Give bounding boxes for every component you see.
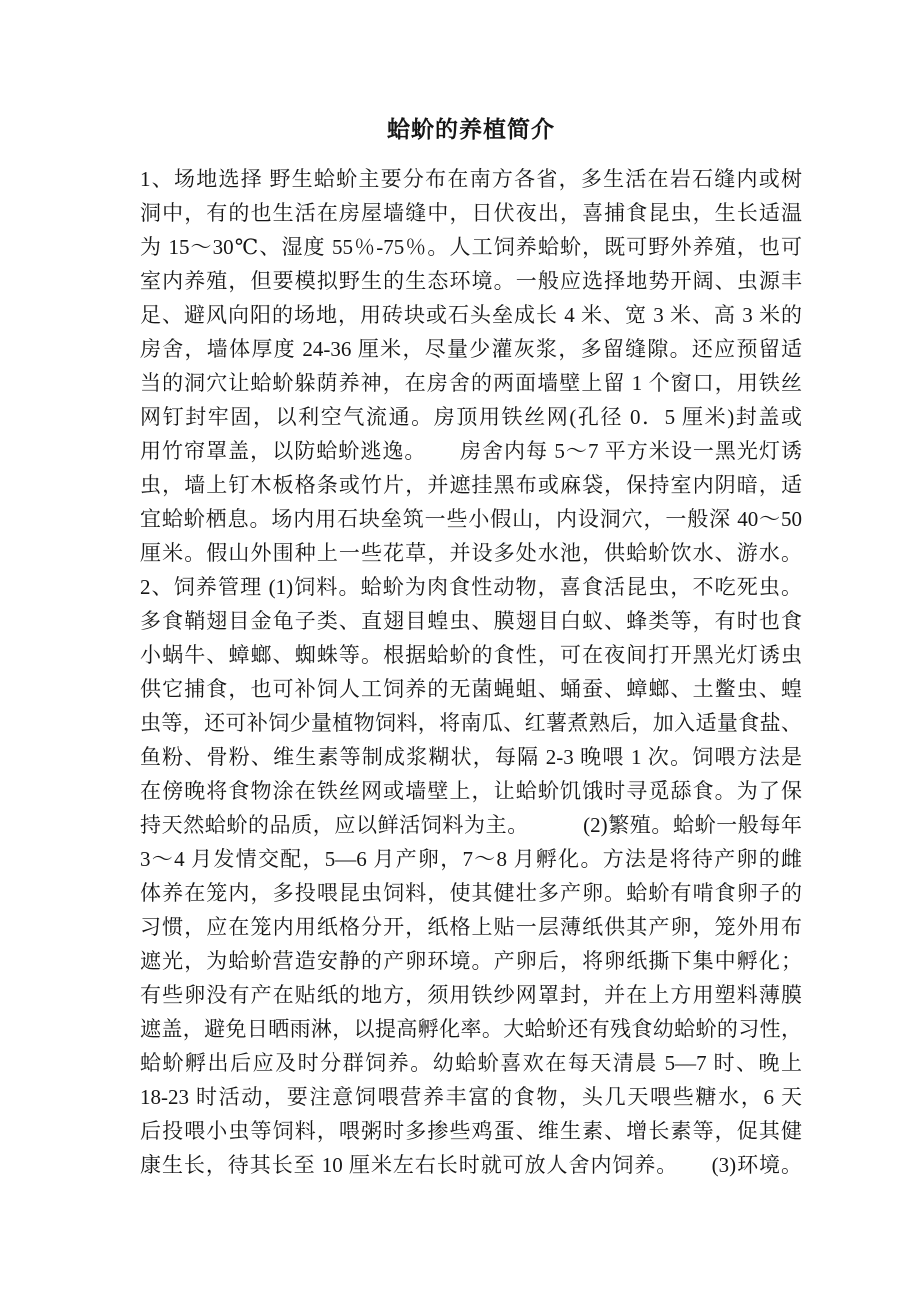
- document-title: 蛤蚧的养植简介: [387, 117, 555, 142]
- text-line: 康生长，待其长至 10 厘米左右长时就可放人舍内饲养。 (3)环境。: [140, 1153, 802, 1177]
- text-line: 1、场地选择 野生蛤蚧主要分布在南方各省，多生活在岩石缝内或树: [140, 167, 802, 191]
- text-line: 18-23 时活动，要注意饲喂营养丰富的食物，头几天喂些糖水，6 天: [140, 1085, 802, 1109]
- text-line: 虫等，还可补饲少量植物饲料，将南瓜、红薯煮熟后，加入适量食盐、: [140, 711, 802, 735]
- text-line: 体养在笼内，多投喂昆虫饲料，使其健壮多产卵。蛤蚧有啃食卵子的: [140, 881, 802, 905]
- text-line: 持天然蛤蚧的品质，应以鲜活饲料为主。 (2)繁殖。蛤蚧一般每年: [140, 813, 802, 837]
- text-line: 后投喂小虫等饲料，喂粥时多掺些鸡蛋、维生素、增长素等，促其健: [140, 1119, 802, 1143]
- text-line: 洞中，有的也生活在房屋墙缝中，日伏夜出，喜捕食昆虫，生长适温: [140, 201, 802, 225]
- text-line: 小蜗牛、蟑螂、蜘蛛等。根据蛤蚧的食性，可在夜间打开黑光灯诱虫: [140, 643, 802, 667]
- text-line: 当的洞穴让蛤蚧躲荫养神，在房舍的两面墙壁上留 1 个窗口，用铁丝: [140, 371, 802, 395]
- text-line: 有些卵没有产在贴纸的地方，须用铁纱网罩封，并在上方用塑料薄膜: [140, 983, 802, 1007]
- text-line: 室内养殖，但要模拟野生的生态环境。一般应选择地势开阔、虫源丰: [140, 269, 802, 293]
- text-line: 遮光，为蛤蚧营造安静的产卵环境。产卵后，将卵纸撕下集中孵化；: [140, 949, 802, 973]
- text-line: 在傍晚将食物涂在铁丝网或墙壁上，让蛤蚧饥饿时寻觅舔食。为了保: [140, 779, 802, 803]
- text-line: 2、饲养管理 (1)饲料。蛤蚧为肉食性动物，喜食活昆虫，不吃死虫。: [140, 575, 802, 599]
- text-line: 多食鞘翅目金龟子类、直翅目蝗虫、膜翅目白蚁、蜂类等，有时也食: [140, 609, 802, 633]
- text-line: 为 15～30℃、湿度 55％-75％。人工饲养蛤蚧，既可野外养殖，也可: [140, 235, 802, 259]
- text-line: 厘米。假山外围种上一些花草，并设多处水池，供蛤蚧饮水、游水。: [140, 541, 802, 565]
- text-line: 虫，墙上钉木板格条或竹片，并遮挂黑布或麻袋，保持室内阴暗，适: [140, 473, 802, 497]
- document-body: [140, 162, 802, 1182]
- text-line: 网钉封牢固，以利空气流通。房顶用铁丝网(孔径 0．5 厘米)封盖或: [140, 405, 802, 429]
- text-line: 供它捕食，也可补饲人工饲养的无菌蝇蛆、蛹蚕、蟑螂、土鳖虫、蝗: [140, 677, 802, 701]
- text-line: 3～4 月发情交配，5—6 月产卵，7～8 月孵化。方法是将待产卵的雌: [140, 847, 802, 871]
- text-line: 鱼粉、骨粉、维生素等制成浆糊状，每隔 2-3 晚喂 1 次。饲喂方法是: [140, 745, 802, 769]
- text-line: 遮盖，避免日晒雨淋，以提高孵化率。大蛤蚧还有残食幼蛤蚧的习性，: [140, 1017, 802, 1041]
- text-line: 习惯，应在笼内用纸格分开，纸格上贴一层薄纸供其产卵，笼外用布: [140, 915, 802, 939]
- text-line: 足、避风向阳的场地，用砖块或石头垒成长 4 米、宽 3 米、高 3 米的: [140, 303, 802, 327]
- text-line: 用竹帘罩盖，以防蛤蚧逃逸。 房舍内每 5～7 平方米设一黑光灯诱: [140, 439, 802, 463]
- text-line: 房舍，墙体厚度 24-36 厘米，尽量少灌灰浆，多留缝隙。还应预留适: [140, 337, 802, 361]
- text-line: 宜蛤蚧栖息。场内用石块垒筑一些小假山，内设洞穴，一般深 40～50: [140, 507, 802, 531]
- text-line: 蛤蚧孵出后应及时分群饲养。幼蛤蚧喜欢在每天清晨 5—7 时、晚上: [140, 1051, 802, 1075]
